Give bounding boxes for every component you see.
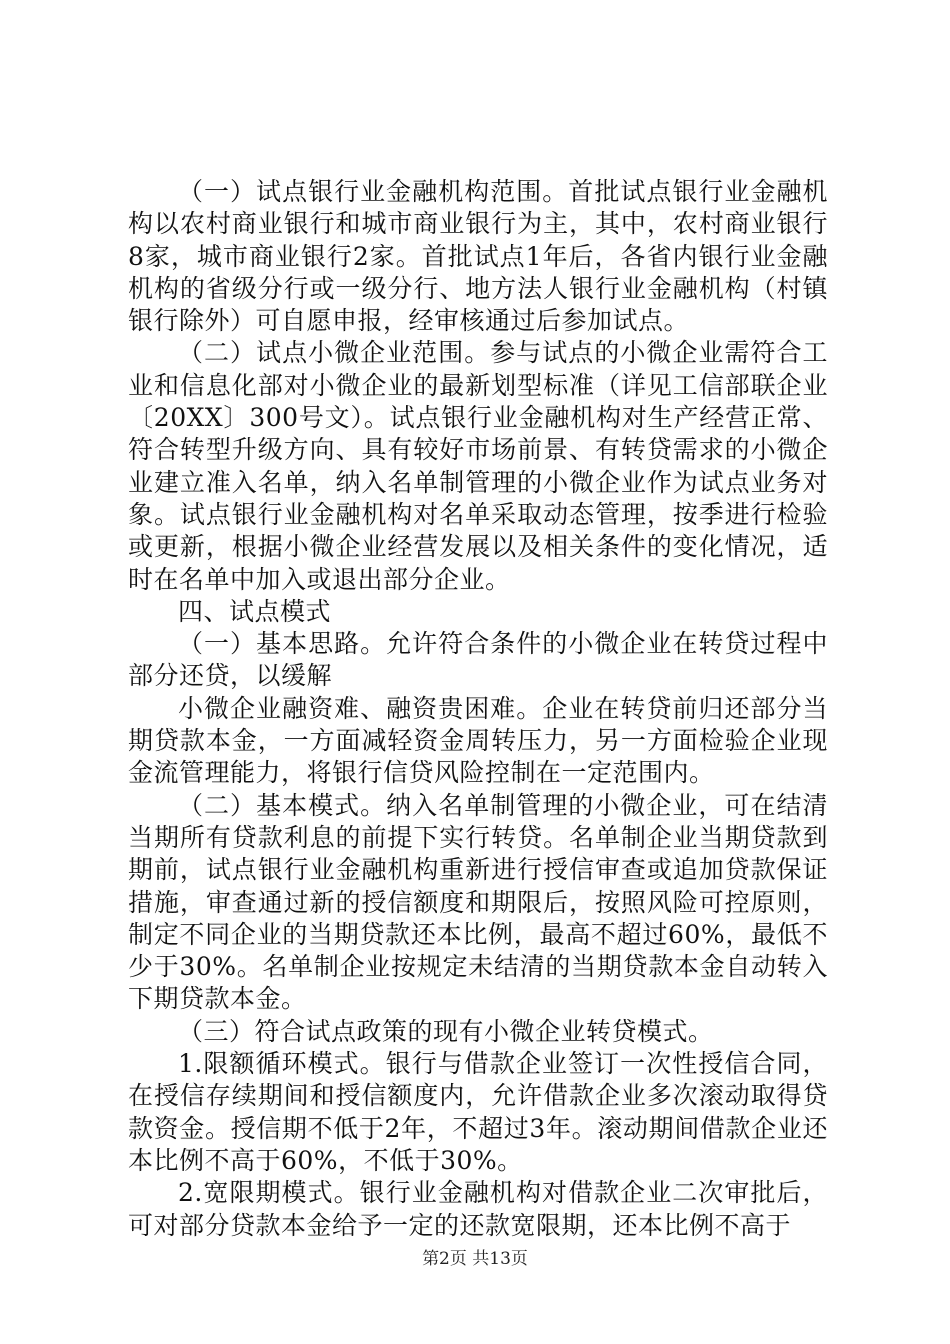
page-footer: 第2页 共13页 xyxy=(422,1249,528,1269)
paragraph-pilot-banks: （一）试点银行业金融机构范围。首批试点银行业金融机构以农村商业银行和城市商业银行为主，其中，农村商业银行8家，城市商业银行2家。首批试点1年后，各省内银行业金融机构的省级分行或一级分行、地方法人银行业金融机构（村镇银行除外）可自愿申报，经审核通过后参加试点。 xyxy=(128,177,828,336)
paragraph-quota-cycle-mode: 1.限额循环模式。银行与借款企业签订一次性授信合同，在授信存续期间和授信额度内，允许借款企业多次滚动取得贷款资金。授信期不低于2年，不超过3年。滚动期间借款企业还本比例不高于60%，不低于30%。 xyxy=(128,1049,828,1175)
paragraph-pilot-enterprises: （二）试点小微企业范围。参与试点的小微企业需符合工业和信息化部对小微企业的最新划型标准（详见工信部联企业〔20XX〕300号文）。试点银行业金融机构对生产经营正常、符合转型升级方向、具有较好市场前景、有转贷需求的小微企业建立准入名单，纳入名单制管理的小微企业作为试点业务对象。试点银行业金融机构对名单采取动态管理，按季进行检验或更新，根据小微企业经营发展以及相关条件的变化情况，适时在名单中加入或退出部分企业。 xyxy=(128,338,828,594)
paragraph-grace-period-mode: 2.宽限期模式。银行业金融机构对借款企业二次审批后，可对部分贷款本金给予一定的还款宽限期，还本比例不高于 xyxy=(128,1178,828,1240)
section-heading-pilot-mode: 四、试点模式 xyxy=(178,596,332,626)
document-body xyxy=(128,176,828,1242)
paragraph-existing-modes: （三）符合试点政策的现有小微企业转贷模式。 xyxy=(178,1016,714,1046)
paragraph-basic-idea: （一）基本思路。允许符合条件的小微企业在转贷过程中部分还贷，以缓解 xyxy=(128,629,828,691)
paragraph-basic-idea-continued: 小微企业融资难、融资贵困难。企业在转贷前归还部分当期贷款本金，一方面减轻资金周转压力，另一方面检验企业现金流管理能力，将银行信贷风险控制在一定范围内。 xyxy=(128,693,828,788)
paragraph-basic-mode: （二）基本模式。纳入名单制管理的小微企业，可在结清当期所有贷款利息的前提下实行转贷。名单制企业当期贷款到期前，试点银行业金融机构重新进行授信审查或追加贷款保证措施，审查通过新的授信额度和期限后，按照风险可控原则，制定不同企业的当期贷款还本比例，最高不超过60%，最低不少于30%。名单制企业按规定未结清的当期贷款本金自动转入下期贷款本金。 xyxy=(128,790,828,1014)
